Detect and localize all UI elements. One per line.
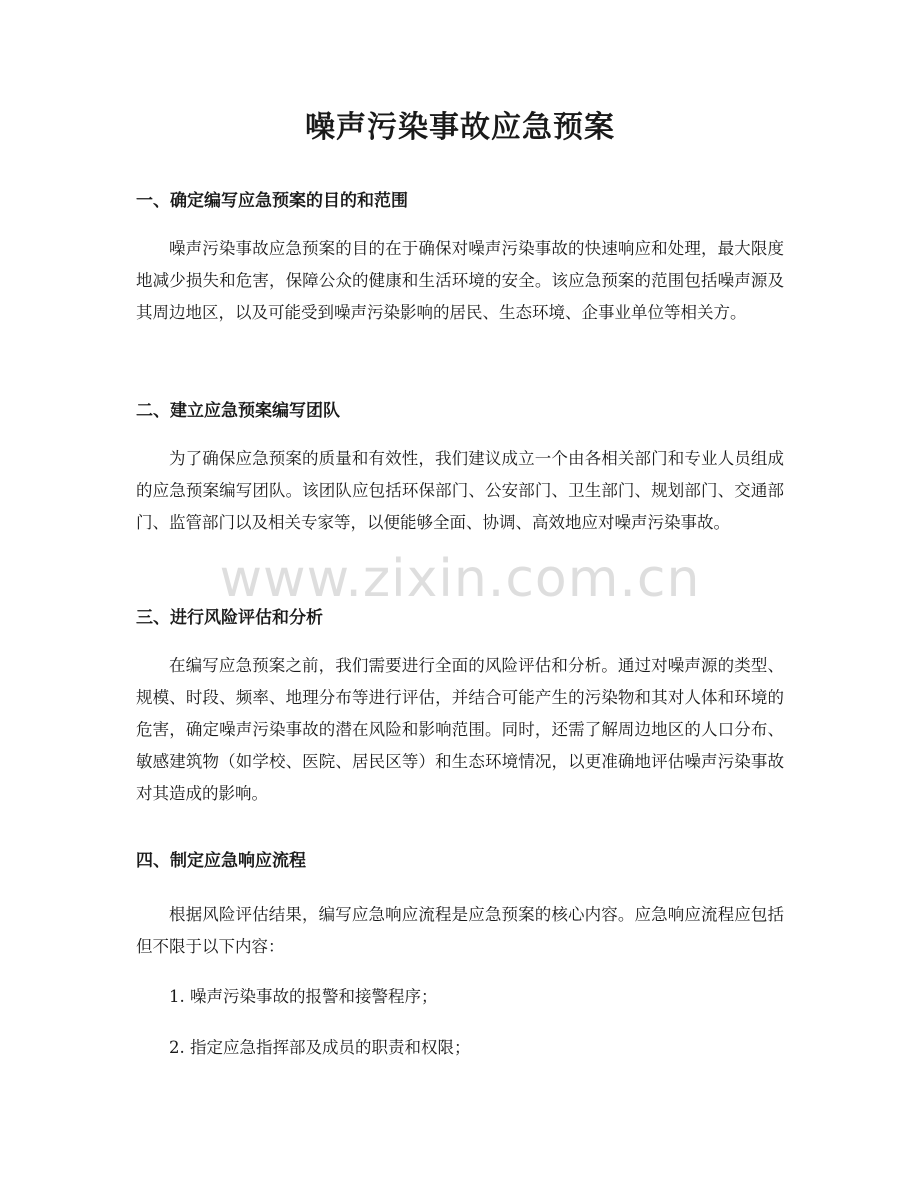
section-4-paragraph: 根据风险评估结果，编写应急响应流程是应急预案的核心内容。应急响应流程应包括但不限于以下内容：	[136, 905, 784, 956]
section-heading-3: 三、进行风险评估和分析	[136, 608, 323, 628]
watermark-text: www.zixin.com.cn	[219, 549, 701, 609]
document-title: 噪声污染事故应急预案	[305, 110, 615, 145]
section-2-paragraph: 为了确保应急预案的质量和有效性，我们建议成立一个由各相关部门和专业人员组成的应急预案编写团队。该团队应包括环保部门、公安部门、卫生部门、规划部门、交通部门、监管部门以及相关专家等，以便能够全面、协调、高效地应对噪声污染事故。	[136, 449, 784, 532]
section-heading-2: 二、建立应急预案编写团队	[136, 401, 340, 421]
section-1-paragraph: 噪声污染事故应急预案的目的在于确保对噪声污染事故的快速响应和处理，最大限度地减少损失和危害，保障公众的健康和生活环境的安全。该应急预案的范围包括噪声源及其周边地区，以及可能受到噪声污染影响的居民、生态环境、企事业单位等相关方。	[136, 239, 784, 322]
section-heading-4: 四、制定应急响应流程	[136, 851, 306, 871]
section-3-paragraph: 在编写应急预案之前，我们需要进行全面的风险评估和分析。通过对噪声源的类型、规模、时段、频率、地理分布等进行评估，并结合可能产生的污染物和其对人体和环境的危害，确定噪声污染事故的潜在风险和影响范围。同时，还需了解周边地区的人口分布、敏感建筑物（如学校、医院、居民区等）和生态环境情况，以更准确地评估噪声污染事故对其造成的影响。	[136, 656, 784, 803]
list-item: 2. 指定应急指挥部及成员的职责和权限；	[169, 1038, 471, 1057]
list-item: 1. 噪声污染事故的报警和接警程序；	[169, 987, 438, 1006]
section-heading-1: 一、确定编写应急预案的目的和范围	[136, 191, 408, 211]
